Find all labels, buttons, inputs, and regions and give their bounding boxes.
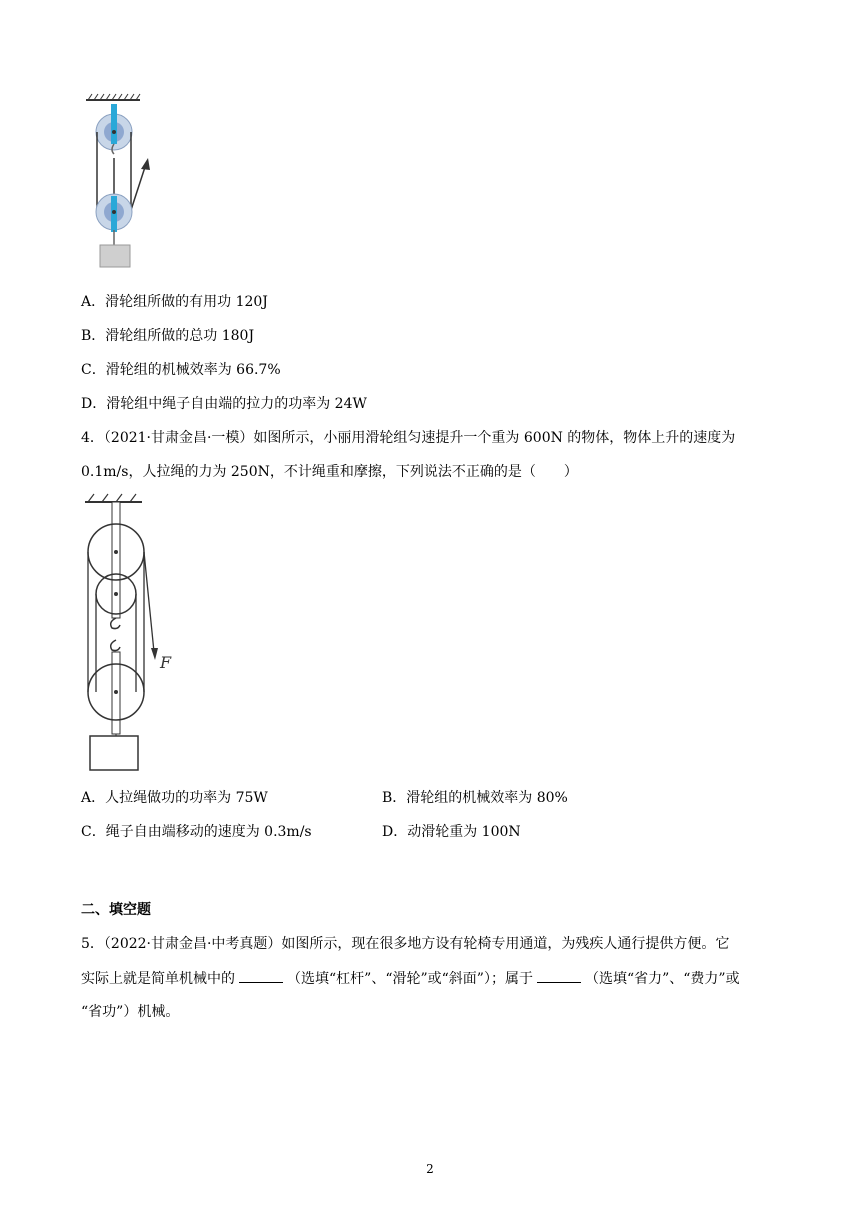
option-text: 滑轮组的机械效率为 80% (406, 790, 568, 806)
option-letter: C． (81, 362, 106, 378)
q5-text-part1: 实际上就是简单机械中的 (81, 971, 235, 987)
q3-option-b (81, 326, 254, 346)
answer-blank-2[interactable] (537, 968, 581, 983)
option-text: 滑轮组的机械效率为 66.7% (105, 362, 281, 378)
option-text: 滑轮组所做的有用功 120J (105, 294, 268, 310)
q4-option-c (81, 822, 312, 842)
section-heading: 二、填空题 (81, 902, 151, 918)
q4-option-d (382, 822, 521, 842)
option-text: 滑轮组中绳子自由端的拉力的功率为 24W (106, 396, 367, 412)
q5-stem-line1: 5．（2022·甘肃金昌·中考真题）如图所示，现在很多地方设有轮椅专用通道，为残疾人通行提供方便。它 (81, 936, 730, 952)
page-number: 2 (426, 1162, 434, 1176)
option-text: 绳子自由端移动的速度为 0.3m/s (105, 824, 312, 840)
q5-stem-line2 (81, 968, 740, 989)
option-letter: C． (81, 824, 106, 840)
option-letter: B． (81, 328, 106, 344)
option-text: 人拉绳做功的功率为 75W (105, 790, 268, 806)
pulley-figure-q3 (80, 90, 170, 275)
option-letter: A． (81, 294, 106, 310)
pulley-figure-q4 (80, 490, 180, 776)
option-letter: A． (81, 790, 106, 806)
q5-stem-line3: “省功”）机械。 (81, 1004, 180, 1020)
q4-stem-line1: 4．（2021·甘肃金昌·一模）如图所示，小丽用滑轮组匀速提升一个重为 600N 的物体，物体上升的速度为 (81, 430, 736, 446)
option-text: 滑轮组所做的总功 180J (105, 328, 255, 344)
option-letter: B． (382, 790, 407, 806)
option-letter: D． (81, 396, 107, 412)
force-label: F (160, 653, 172, 672)
q3-option-a (81, 292, 268, 312)
q4-option-b (382, 788, 568, 808)
q5-text-part3: （选填“省力”、“费力”或 (584, 971, 740, 987)
q5-text-part2: （选填“杠杆”、“滑轮”或“斜面”）；属于 (287, 971, 533, 987)
q4-option-a (81, 788, 268, 808)
q3-option-d (81, 394, 367, 414)
option-text: 动滑轮重为 100N (407, 824, 521, 840)
option-letter: D． (382, 824, 408, 840)
answer-blank-1[interactable] (239, 968, 283, 983)
q4-stem-line2: 0.1m/s，人拉绳的力为 250N，不计绳重和摩擦，下列说法不正确的是（ ） (81, 464, 578, 480)
q3-option-c (81, 360, 281, 380)
